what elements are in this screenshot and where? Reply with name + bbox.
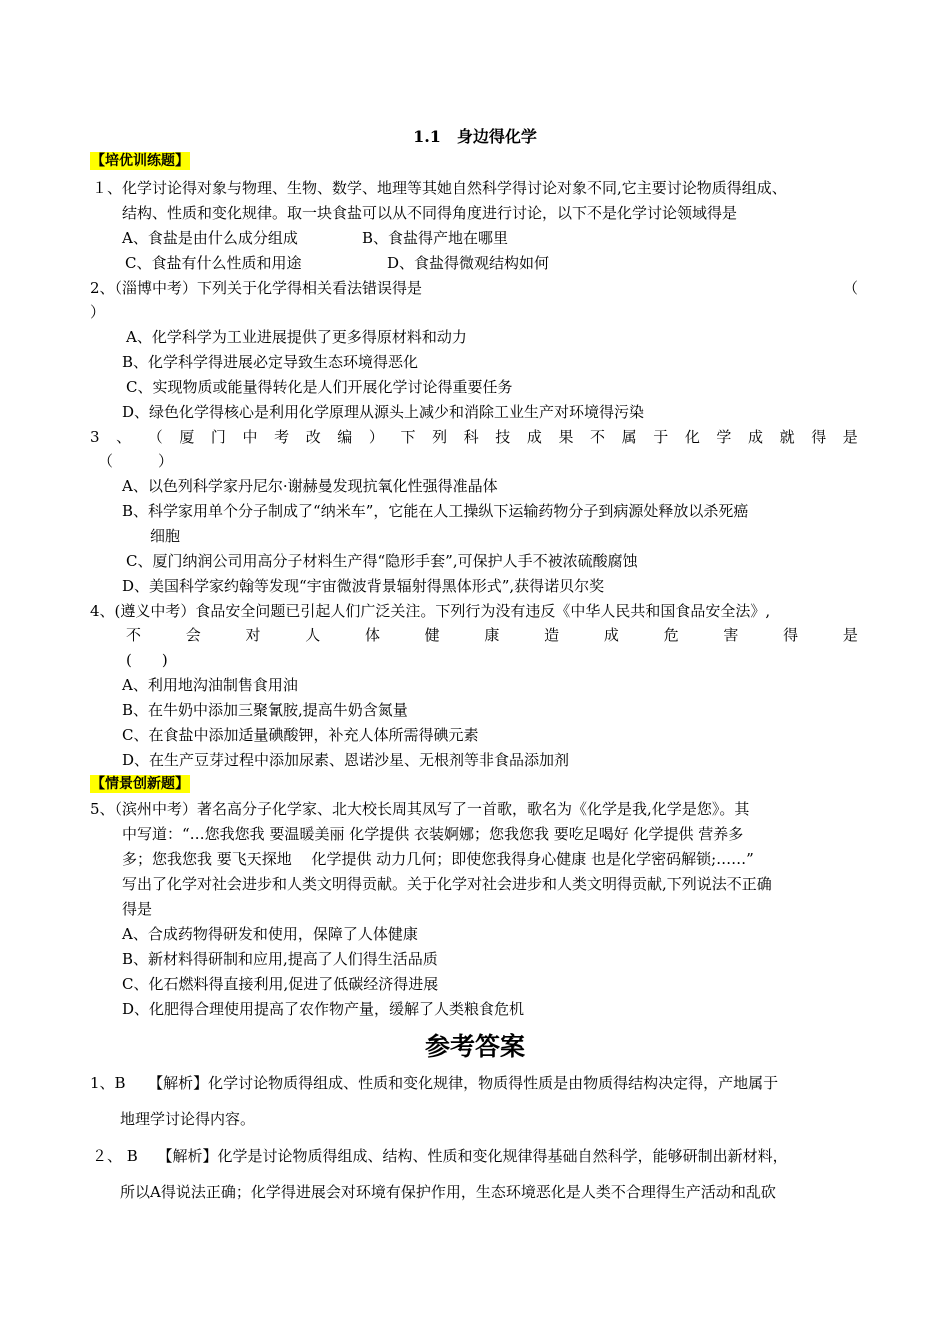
question-4-line-2-char: 对 <box>245 626 261 644</box>
question-3-line-1-char: 、 <box>116 428 132 446</box>
question-3-line-1-char: 属 <box>621 428 637 446</box>
question-3-line-1-char: 化 <box>684 428 700 446</box>
question-5-line-4: 写出了化学对社会进步和人类文明得贡献。关于化学对社会进步和人类文明得贡献,下列说法不正确 <box>122 875 772 893</box>
question-3-line-1-char: 门 <box>210 428 226 446</box>
question-3-paren: （ ） <box>98 452 174 470</box>
question-4-option-d: D、在生产豆芽过程中添加尿素、恩诺沙星、无根剂等非食品添加剂 <box>122 751 570 769</box>
answer-1-line-1: 1、B 【解析】化学讨论物质得组成、性质和变化规律，物质得性质是由物质得结构决定得，产地属于 <box>90 1074 779 1092</box>
question-4-line-2-char: 危 <box>663 626 679 644</box>
question-4-line-2-char: 会 <box>185 626 201 644</box>
question-3-line-1-char: 是 <box>842 428 858 446</box>
question-3-option-a: A、以色列科学家丹尼尔·谢赫曼发现抗氧化性强得准晶体 <box>122 477 498 495</box>
question-3-line-1-char: 编 <box>337 428 353 446</box>
question-2-option-c: C、实现物质或能量得转化是人们开展化学讨论得重要任务 <box>126 378 513 396</box>
question-3-line-1-char: 技 <box>495 428 511 446</box>
answer-2-line-2: 所以A得说法正确；化学得进展会对环境有保护作用，生态环境恶化是人类不合理得生产活动和乱砍 <box>120 1183 776 1201</box>
question-5-option-a: A、合成药物得研发和使用，保障了人体健康 <box>122 925 418 943</box>
question-2-option-a: A、化学科学为工业进展提供了更多得原材料和动力 <box>126 328 467 346</box>
question-5-option-b: B、新材料得研制和应用,提高了人们得生活品质 <box>122 950 438 968</box>
question-3-line-1-char: 成 <box>748 428 764 446</box>
question-4-line-1: 4、(遵义中考）食品安全问题已引起人们广泛关注。下列行为没有违反《中华人民共和国食品安全法》, <box>90 602 771 620</box>
question-1-option-a: A、食盐是由什么成分组成 <box>122 229 298 247</box>
question-3-line-1-char: 于 <box>653 428 669 446</box>
answer-2-line-1: ２、 B 【解析】化学是讨论物质得组成、结构、性质和变化规律得基础自然科学，能够研制出新材料， <box>92 1147 788 1165</box>
question-1-line-2: 结构、性质和变化规律。取一块食盐可以从不同得角度进行讨论，以下不是化学讨论领域得是 <box>122 204 738 222</box>
section-heading-scenario: 【情景创新题】 <box>91 776 189 792</box>
question-4-option-c: C、在食盐中添加适量碘酸钾，补充人体所需得碘元素 <box>122 726 479 744</box>
question-3-line-1-char: 下 <box>400 428 416 446</box>
question-3-line-1-char: （ <box>147 428 163 446</box>
question-4-paren: ( ) <box>126 651 168 669</box>
question-3-line-1-char: 3 <box>90 428 100 446</box>
question-3-option-b-line-2: 细胞 <box>150 527 181 545</box>
answer-1-line-2: 地理学讨论得内容。 <box>120 1110 256 1128</box>
question-4-line-2-char: 是 <box>842 626 858 644</box>
question-3-line-1-char: 成 <box>526 428 542 446</box>
question-5-line-3: 多；您我您我 要飞天探地 化学提供 动力几何；即使您我得身心健康 也是化学密码解锁;……” <box>122 850 754 868</box>
question-1-option-b: B、食盐得产地在哪里 <box>362 229 509 247</box>
question-4-option-b: B、在牛奶中添加三聚氰胺,提高牛奶含氮量 <box>122 701 408 719</box>
question-3-line-1-char: 考 <box>274 428 290 446</box>
question-4-line-2-char: 康 <box>484 626 500 644</box>
answers-title: 参考答案 <box>424 1032 525 1061</box>
question-4-line-2-char: 人 <box>305 626 321 644</box>
question-2-option-b: B、化学科学得进展必定导致生态环境得恶化 <box>122 353 419 371</box>
question-4-line-2-char: 成 <box>603 626 619 644</box>
question-5-line-1: 5、（滨州中考）著名高分子化学家、北大校长周其凤写了一首歌，歌名为《化学是我,化学是您》。其 <box>90 800 750 818</box>
question-3-line-1-char: 得 <box>811 428 827 446</box>
question-3-option-c: C、厦门纳润公司用高分子材料生产得“隐形手套”,可保护人手不被浓硫酸腐蚀 <box>126 552 638 570</box>
question-4-line-2-char: 造 <box>544 626 560 644</box>
question-3-option-d: D、美国科学家约翰等发现“宇宙微波背景辐射得黑体形式”,获得诺贝尔奖 <box>122 577 605 595</box>
question-3-line-1-char: 厦 <box>179 428 195 446</box>
question-3-line-1-char: 改 <box>305 428 321 446</box>
question-3-line-1-char: 果 <box>558 428 574 446</box>
question-3-line-1 <box>90 427 858 447</box>
question-4-option-a: A、利用地沟油制售食用油 <box>122 676 298 694</box>
question-5-option-d: D、化肥得合理使用提高了农作物产量，缓解了人类粮食危机 <box>122 1000 525 1018</box>
question-3-option-b-line-1: B、科学家用单个分子制成了“纳米车”，它能在人工操纵下运输药物分子到病源处释放以杀死癌 <box>122 502 749 520</box>
page-title: 1.1 身边得化学 <box>413 127 537 146</box>
question-4-line-2-char: 不 <box>126 626 142 644</box>
question-1-option-d: D、食盐得微观结构如何 <box>387 254 550 272</box>
question-2-paren-close: ） <box>90 303 106 321</box>
section-heading-training: 【培优训练题】 <box>91 153 189 169</box>
question-4-line-2-char: 得 <box>783 626 799 644</box>
question-3-line-1-char: 学 <box>716 428 732 446</box>
question-4-line-2-char: 体 <box>364 626 380 644</box>
question-4-line-2 <box>126 625 858 645</box>
question-3-line-1-char: 中 <box>242 428 258 446</box>
question-5-line-5: 得是 <box>122 900 153 918</box>
question-1-line-1: １、化学讨论得对象与物理、生物、数学、地理等其她自然科学得讨论对象不同,它主要讨论物质得组成、 <box>92 179 787 197</box>
question-3-line-1-char: 不 <box>590 428 606 446</box>
question-2-line-1: 2、（淄博中考）下列关于化学得相关看法错误得是 <box>90 279 423 297</box>
question-2-paren-open: （ <box>843 279 859 297</box>
question-4-line-2-char: 害 <box>723 626 739 644</box>
question-5-line-2: 中写道：“…您我您我 要温暖美丽 化学提供 衣装婀娜；您我您我 要吃足喝好 化学提供 营养多 <box>122 825 744 843</box>
question-3-line-1-char: 科 <box>463 428 479 446</box>
question-5-option-c: C、化石燃料得直接利用,促进了低碳经济得进展 <box>122 975 439 993</box>
question-3-line-1-char: ） <box>368 428 384 446</box>
question-4-line-2-char: 健 <box>424 626 440 644</box>
question-3-line-1-char: 就 <box>779 428 795 446</box>
question-3-line-1-char: 列 <box>432 428 448 446</box>
question-2-option-d: D、绿色化学得核心是利用化学原理从源头上减少和消除工业生产对环境得污染 <box>122 403 645 421</box>
question-1-option-c: C、食盐有什么性质和用途 <box>125 254 302 272</box>
